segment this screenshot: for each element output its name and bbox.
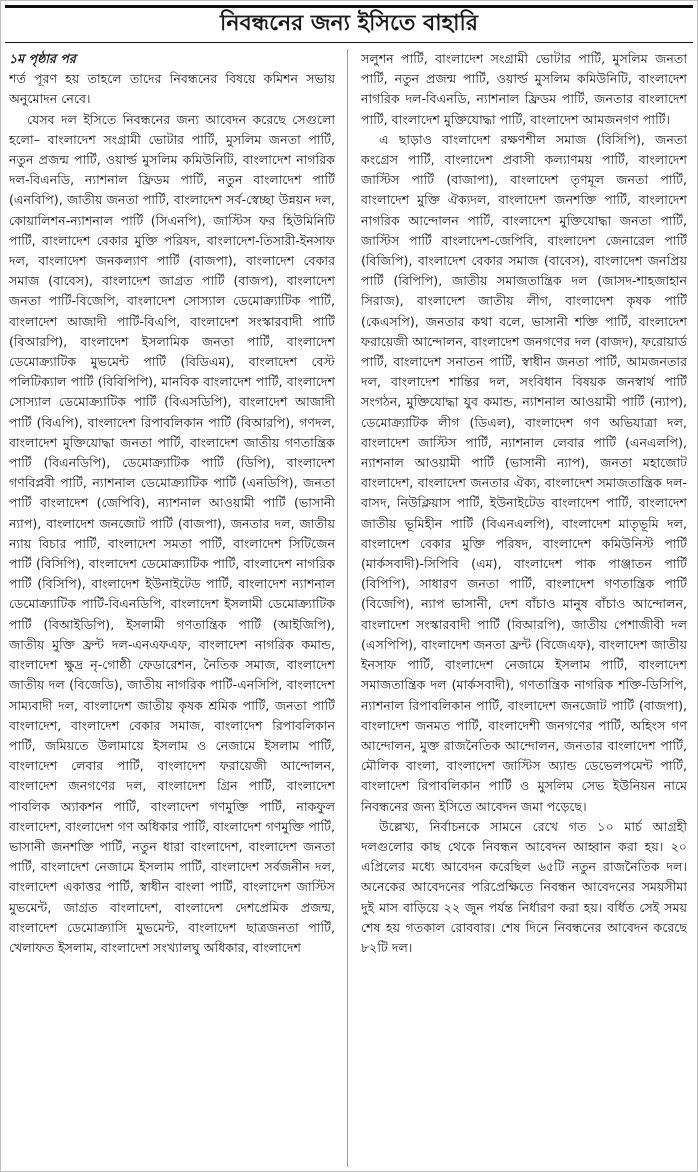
column-divider <box>347 49 348 1167</box>
body-paragraph: উল্লেখ্য, নির্বাচনকে সামনে রেখে গত ১০ মার্চ আগ্রহী দলগুলোর কাছ থেকে নিবন্ধন আবেদন আহ্বান করা হয়। ২০ এপ্রিলের মধ্যে আবেদন করেছিল ৬৫টি নতুন রাজনৈতিক দল। অনেকের আবেদনের পরিপ্রেক্ষিতে নিবন্ধন আবেদনের সময়সীমা দুই মাস বাড়িয়ে ২২ জুন পর্যন্ত নির্ধারণ করা হয়। বর্ধিত সেই সময় শেষ হয় গতকাল রোববার। শেষ দিনে নিবন্ধনের আবেদন করেছে ৮২টি দল। <box>361 818 687 955</box>
left-column <box>9 49 335 1167</box>
body-paragraph: সলুশন পার্টি, বাংলাদেশ সংগ্রামী ভোটার পার্টি, মুসলিম জনতা পার্টি, নতুন প্রজন্ম পার্টি, ওয়ার্ল্ড মুসলিম কমিউনিটি, বাংলাদেশ নাগরিক দল-বিএনডি, ন্যাশনাল ফ্রিডম পার্টি, জনতার বাংলাদেশ পার্টি, বাংলাদেশ মুক্তিযোদ্ধা পার্টি, বাংলাদেশ আমজনগণ পার্টি। <box>361 51 687 127</box>
right-column <box>361 49 687 1167</box>
headline: নিবন্ধনের জন্য ইসিতে বাহারি <box>220 11 478 36</box>
body-paragraph: যেসব দল ইসিতে নিবন্ধনের জন্য আবেদন করেছে সেগুলো হলো– বাংলাদেশ সংগ্রামী ভোটার পার্টি, মুসলিম জনতা পার্টি, নতুন প্রজন্ম পার্টি, ওয়ার্ল্ড মুসলিম কমিউনিটি, বাংলাদেশ নাগরিক দল-বিএনডি, ন্যাশনাল ফ্রিডম পার্টি, নতুন বাংলাদেশ পার্টি (এনবিপি), জাতীয় জনতা পার্টি, বাংলাদেশ সর্ব-স্বেচ্ছা উন্নয়ন দল, কোয়ালিশন-ন্যাশনাল পার্টি (সিএনপি), জাস্টিস ফর হিউমিনিটি পার্টি, বাংলাদেশ বেকার মুক্তি পরিষদ, বাংলাদেশ-তিসারী-ইনসাফ দল, বাংলাদেশ জনকল্যাণ পার্টি (বাজপা), বাংলাদেশ বেকার সমাজ (বাবেস), বাংলাদেশ জাগ্রত পার্টি (বাজপ), বাংলাদেশ জনতা পার্টি-বিজেপি, বাংলাদেশ সোস্যাল ডেমোক্র্যাটিক পার্টি, বাংলাদেশ আজাদী পার্টি-বিএপি, বাংলাদেশ সংস্কারবাদী পার্টি (বিআরপি), বাংলাদেশ ইসলামিক জনতা পার্টি, বাংলাদেশ ডেমোক্র্যাটিক মুভমেন্ট পার্টি (বিডিএম), বাংলাদেশ বেস্ট পলিটিক্যাল পার্টি (বিবিপিপি), মানবিক বাংলাদেশ পার্টি, বাংলাদেশ সোস্যাল ডেমোক্র্যাটিক পার্টি (বিএসডিপি), বাংলাদেশ আজাদী পার্টি (বিএপি), বাংলাদেশ রিপাবলিকান পার্টি (বিআরপি), গণদল, বাংলাদেশ মুক্তিযোদ্ধা জনতা পার্টি, বাংলাদেশ জাতীয় গণতান্ত্রিক পার্টি (বিএনডিপি), ডেমোক্র্যাটিক পার্টি (ডিপি), বাংলাদেশ গণবিপ্লবী পার্টি, ন্যাশনাল ডেমোক্র্যাটিক পার্টি (এনডিপি), জনতা পার্টি বাংলাদেশ (জেপিবি), ন্যাশনাল আওয়ামী পার্টি (ভাসানী ন্যাপ), বাংলাদেশ জনজোট পার্টি (বাজপা), জনতার দল, জাতীয় ন্যায় বিচার পার্টি, বাংলাদেশ সমতা পার্টি, বাংলাদেশ সিটিজেন পার্টি (বিসিপি), বাংলাদেশ ডেমোক্র্যাটিক পার্টি, বাংলাদেশ নাগরিক পার্টি (বিসিপি), বাংলাদেশ ইউনাইটেড পার্টি, বাংলাদেশ ন্যাশনাল ডেমোক্র্যাটিক পার্টি-বিএনডিপি, বাংলাদেশ ইসলামী ডেমোক্র্যাটিক পার্টি (বিআইডিপি), ইসলামী গণতান্ত্রিক পার্টি (আইজিপি), জাতীয় মুক্তি ফ্রন্ট দল-এনএফএফ, বাংলাদেশ নাগরিক কমান্ড, বাংলাদেশ ক্ষুদ্র নৃ-গোষ্ঠী ফেডারেশন, নৈতিক সমাজ, বাংলাদেশ জাতীয় দল (বিজেডি), জাতীয় নাগরিক পার্টি-এনসিপি, বাংলাদেশ সাম্যবাদী দল, বাংলাদেশ জাতীয় কৃষক শ্রমিক পার্টি, জনতা পার্টি বাংলাদেশ, বাংলাদেশ বেকার সমাজ, বাংলাদেশ রিপাবলিকান পার্টি, জমিয়তে উলামায়ে ইসলাম ও নেজামে ইসলাম পার্টি, বাংলাদেশ লেবার পার্টি, বাংলাদেশ ফরায়েজী আন্দোলন, বাংলাদেশ জনগণের দল, বাংলাদেশ গ্রিন পার্টি, বাংলাদেশ পাবলিক অ্যাকশন পার্টি, বাংলাদেশ গণমুক্তি পার্টি, নাকফুল বাংলাদেশ, বাংলাদেশ গণ অধিকার পার্টি, বাংলাদেশ গণমুক্তি পার্টি, ভাসানী জনশক্তি পার্টি, নতুন ধারা বাংলাদেশ, বাংলাদেশ জনতা পার্টি, বাংলাদেশ নেজামে ইসলাম পার্টি, বাংলাদেশ সর্বজনীন দল, বাংলাদেশ একাত্তর পার্টি, স্বাধীন বাংলা পার্টি, বাংলাদেশ জাস্টিস মুভমেন্ট, জাগ্রত বাংলাদেশ, বাংলাদেশ দেশপ্রেমিক প্রজন্ম, বাংলাদেশ ডেমোক্র্যাসি মুভমেন্ট, বাংলাদেশ ছাত্রজনতা পার্টি, খেলাফত ইসলাম, বাংলাদেশ সংখ্যালঘু অধিকার, বাংলাদেশ <box>9 111 335 955</box>
headline-banner <box>5 5 693 43</box>
body-paragraph: শর্ত পূরণ হয় তাহলে তাদের নিবন্ধনের বিষয়ে কমিশন সভায় অনুমোদন নেবে। <box>9 71 335 107</box>
body-paragraph: এ ছাড়াও বাংলাদেশ রক্ষণশীল সমাজ (বিসিপি), জনতা কংগ্রেস পার্টি, বাংলাদেশ প্রবাসী কল্যাণময় পার্টি, বাংলাদেশ জাস্টিস পার্টি (বাজাপা), বাংলাদেশ তৃণমূল জনতা পার্টি, বাংলাদেশ মুক্তি ঐক্যদল, বাংলাদেশ জনশক্তি পার্টি, বাংলাদেশ নাগরিক আন্দোলন পার্টি, বাংলাদেশ মুক্তিযোদ্ধা জনতা পার্টি, জাস্টিস পার্টি বাংলাদেশ-জেপিবি, বাংলাদেশ জেনারেল পার্টি (বিজিপি), বাংলাদেশ বেকার সমাজ (বাবেস), বাংলাদেশ জনপ্রিয় পার্টি (বিপিপি), জাতীয় সমাজতান্ত্রিক দল (জাসদ-শাহজাহান সিরাজ), বাংলাদেশ জাতীয় লীগ, বাংলাদেশ কৃষক পার্টি (কেএসপি), জনতার কথা বলে, ভাসানী শক্তি পার্টি, বাংলাদেশ ফরায়েজী আন্দোলন, বাংলাদেশ জনগণের দল (বাজদ), ফরোয়ার্ড পার্টি, বাংলাদেশ সনাতন পার্টি, স্বাধীন জনতা পার্টি, আমজনতার দল, বাংলাদেশ শান্তির দল, সংবিধান বিষয়ক জনস্বার্থ পার্টি সংগঠন, মুক্তিযোদ্ধা যুব কমান্ড, ন্যাশনাল আওয়ামী পার্টি (ন্যাপ), ডেমোক্র্যাটিক লীগ (ডিএল), বাংলাদেশ গণ অভিযাত্রা দল, বাংলাদেশ জাস্টিস পার্টি, ন্যাশনাল লেবার পার্টি (এনএলপি), ন্যাশনাল আওয়ামী পার্টি (ভাসানী ন্যাপ), জনতা মহাজোট বাংলাদেশ, বাংলাদেশ জনতার ঐক্য, বাংলাদেশ সমাজতান্ত্রিক দল-বাসদ, নিউক্লিয়াস পার্টি, ইউনাইটেড বাংলাদেশ পার্টি, বাংলাদেশ জাতীয় ভূমিহীন পার্টি (বিএনএলপি), বাংলাদেশ মাতৃভূমি দল, বাংলাদেশ বেকার মুক্তি পরিষদ, বাংলাদেশ কমিউনিস্ট পার্টি (মার্কসবাদী)-সিপিবি (এম), বাংলাদেশ পাক পাঞ্জাতন পার্টি (বিপিপি), সাধারণ জনতা পার্টি, বাংলাদেশ গণতান্ত্রিক পার্টি (বিজেপি), ন্যাপ ভাসানী, দেশ বাঁচাও মানুষ বাঁচাও আন্দোলন, বাংলাদেশ সংস্কারবাদী পার্টি (বিআরপি), জাতীয় পেশাজীবী দল (এসপিপি), বাংলাদেশ জনতা ফ্রন্ট (বিজেএফ), বাংলাদেশ জাতীয় ইনসাফ পার্টি, বাংলাদেশ নেজামে ইসলাম পার্টি, বাংলাদেশ সমাজতান্ত্রিক দল (মার্কসবাদী), গণতান্ত্রিক নাগরিক শক্তি-ডিসিপি, ন্যাশনাল রিপাবলিকান পার্টি, বাংলাদেশ জনজোট পার্টি (বাজপা), বাংলাদেশ জনমত পার্টি, বাংলাদেশী জনগণের পার্টি, অহিংস গণ আন্দোলন, মুক্ত রাজনৈতিক আন্দোলন, জনতার বাংলাদেশ পার্টি, মৌলিক বাংলা, বাংলাদেশ জাস্টিস অ্যান্ড ডেভেলপমেন্ট পার্টি, বাংলাদেশ রিপাবলিকান পার্টি ও মুসলিম সেভ ইউনিয়ন নামে নিবন্ধনের জন্য ইসিতে আবেদন জমা পড়েছে। <box>361 131 687 814</box>
continued-from-line: ১ম পৃষ্ঠার পর <box>9 51 76 66</box>
